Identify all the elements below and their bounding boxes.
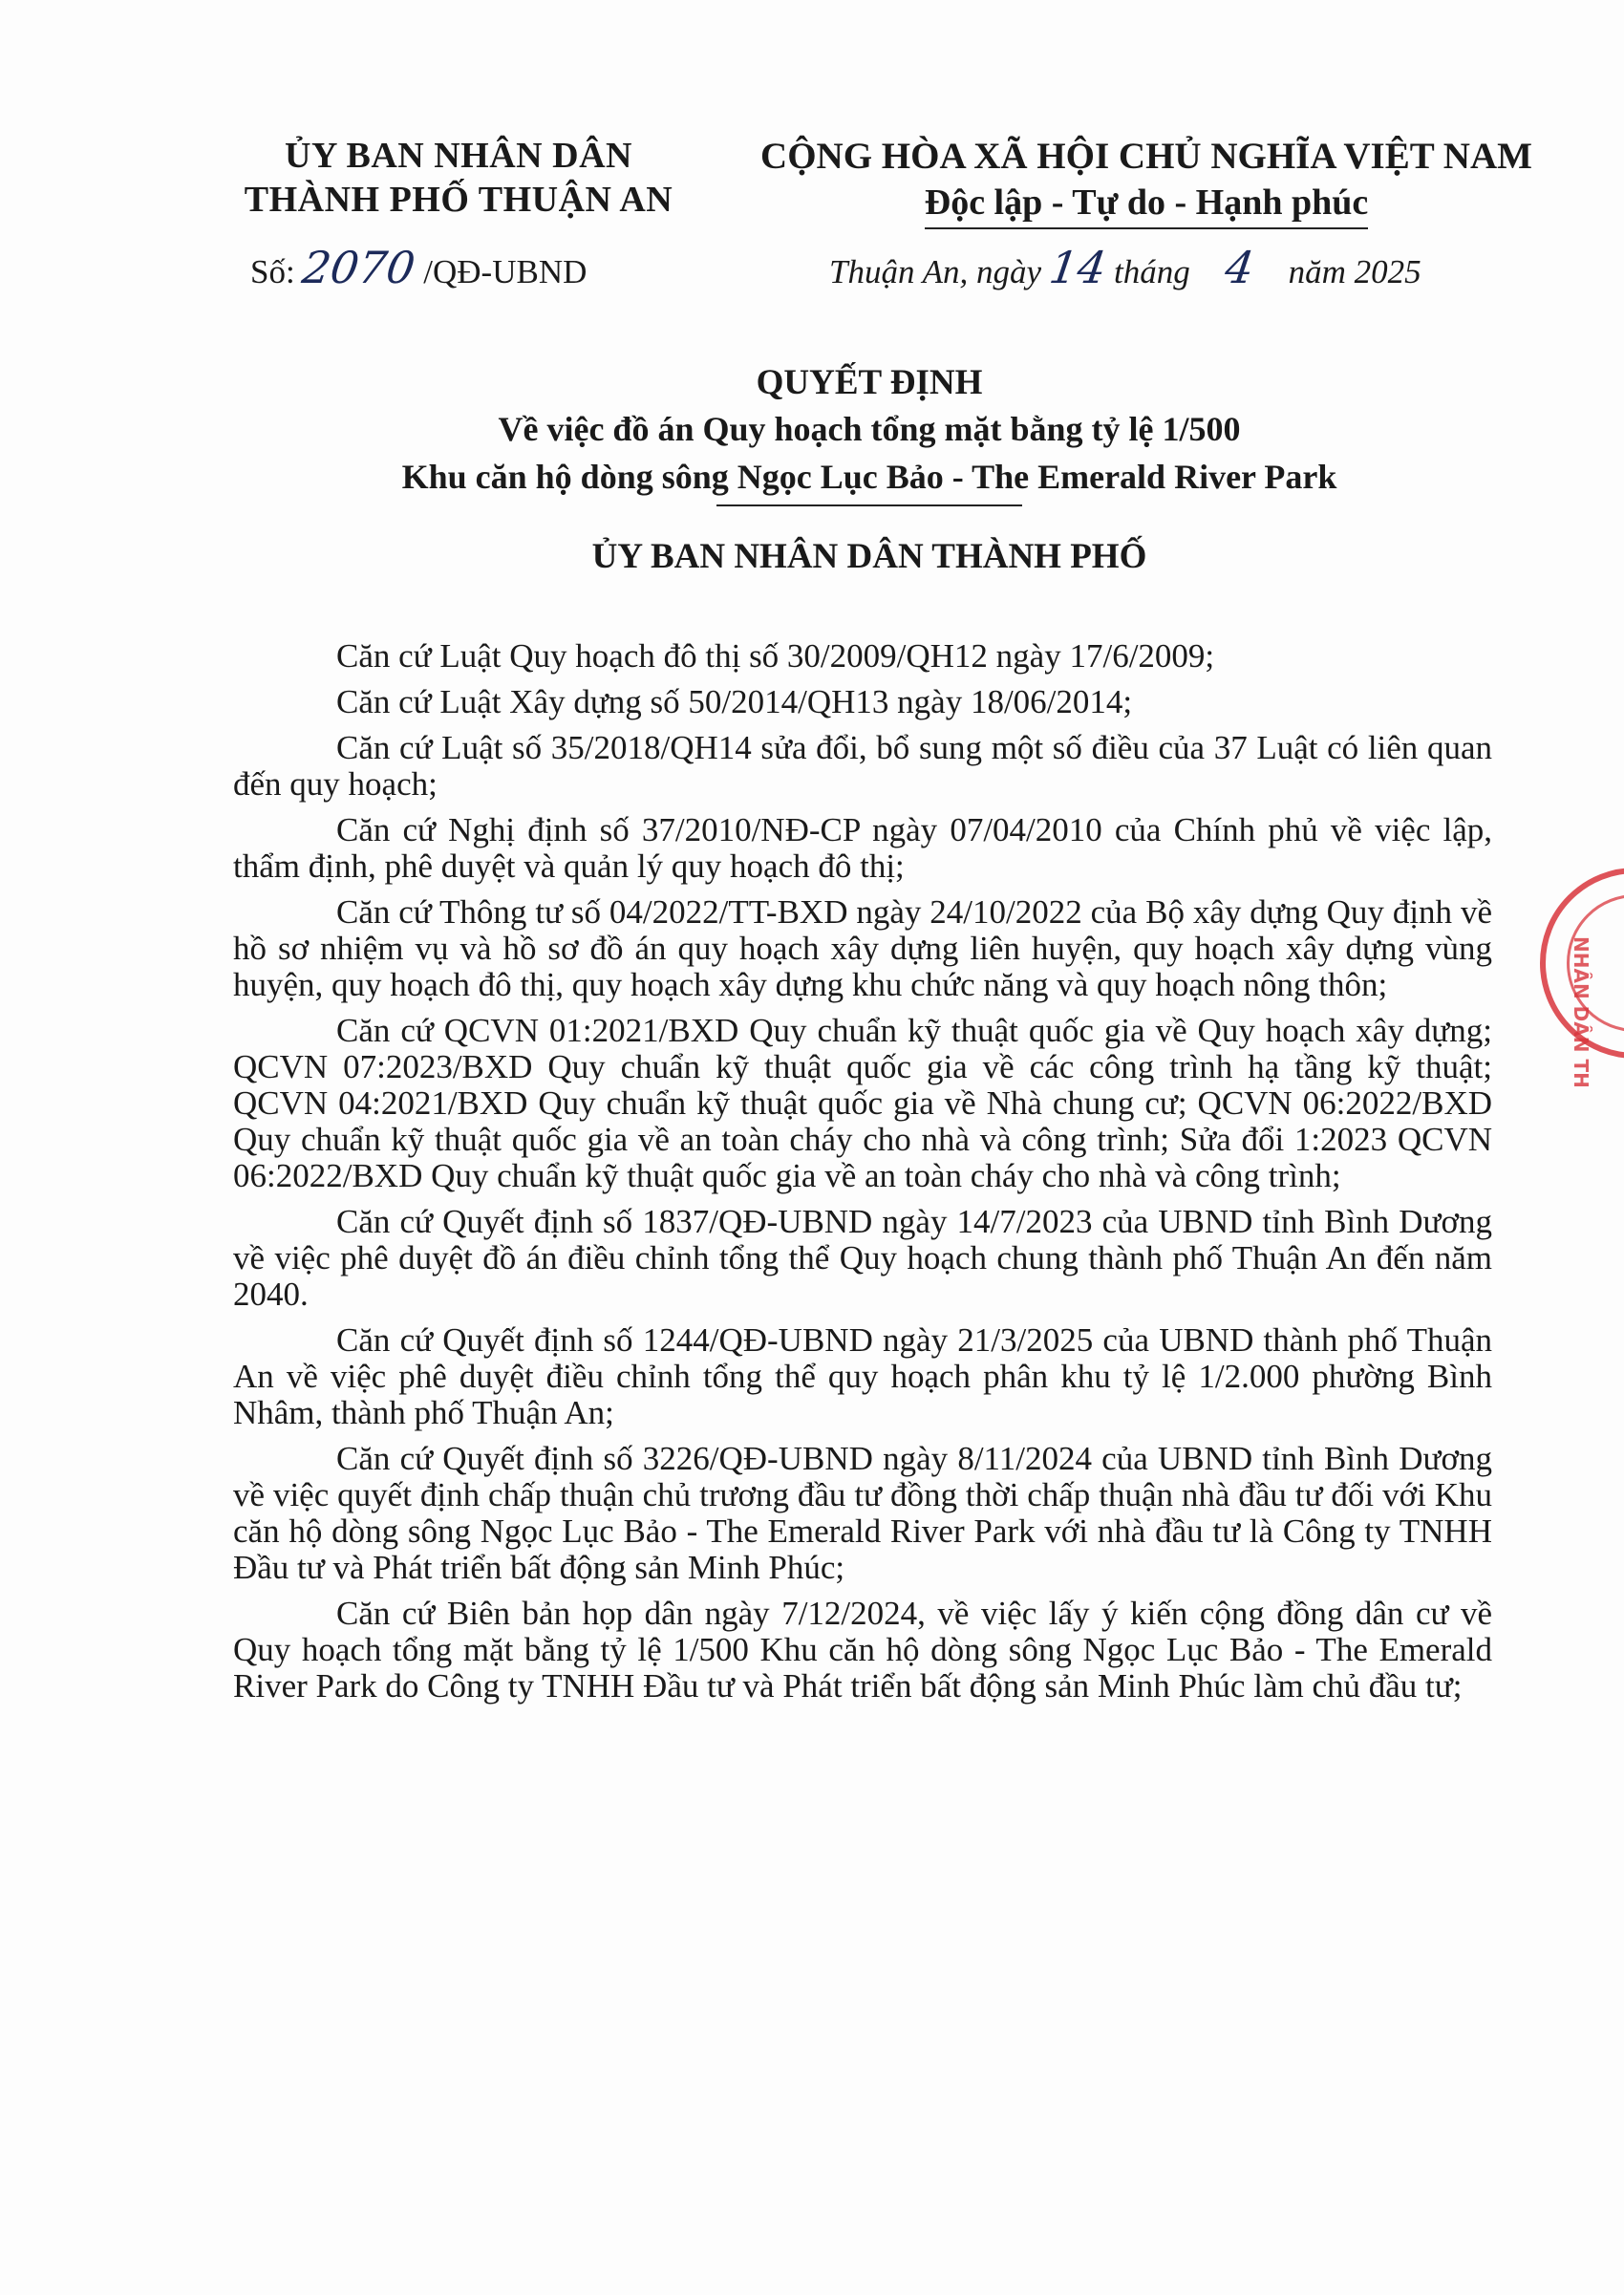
national-motto: Độc lập - Tự do - Hạnh phúc (925, 180, 1369, 229)
legal-basis-paragraph: Căn cứ QCVN 01:2021/BXD Quy chuẩn kỹ thuật quốc gia về Quy hoạch xây dựng; QCVN 07:2023/BXD Quy chuẩn kỹ thuật quốc gia về các công trình hạ tầng kỹ thuật; QCVN 04:2021/BXD Quy chuẩn kỹ thuật quốc gia về Nhà chung cư; QCVN 06:2022/BXD Quy chuẩn kỹ thuật quốc gia về an toàn cháy cho nhà và công trình; Sửa đổi 1:2023 QCVN 06:2022/BXD Quy chuẩn kỹ thuật quốc gia về an toàn cháy cho nhà và công trình; (233, 1012, 1492, 1194)
handwritten-month: 4 (1221, 242, 1257, 293)
legal-basis-paragraph: Căn cứ Nghị định số 37/2010/NĐ-CP ngày 07/04/2010 của Chính phủ về việc lập, thẩm định, phê duyệt và quản lý quy hoạch đô thị; (233, 811, 1492, 885)
issuing-agency-header (220, 134, 697, 222)
agency-line-1: ỦY BAN NHÂN DÂN (285, 136, 632, 176)
legal-basis-paragraph: Căn cứ Quyết định số 1837/QĐ-UBND ngày 14/7/2023 của UBND tỉnh Bình Dương về việc phê duyệt đồ án điều chỉnh tổng thể Quy hoạch chung thành phố Thuận An đến năm 2040. (233, 1203, 1492, 1313)
decision-heading: QUYẾT ĐỊNH (756, 363, 983, 402)
title-divider (716, 504, 1022, 506)
number-suffix: /QĐ-UBND (423, 253, 588, 290)
handwritten-day: 14 (1045, 242, 1110, 293)
issue-date (829, 242, 1421, 293)
handwritten-number: 2070 (299, 242, 419, 293)
legal-basis-paragraph: Căn cứ Luật số 35/2018/QH14 sửa đổi, bổ sung một số điều của 37 Luật có liên quan đến quy hoạch; (233, 729, 1492, 803)
issuing-authority: ỦY BAN NHÂN DÂN THÀNH PHỐ (591, 537, 1147, 576)
agency-line-2: THÀNH PHỐ THUẬN AN (244, 180, 673, 220)
decision-title (191, 361, 1548, 506)
seal-text: NHÂN DÂN TH (1570, 936, 1592, 1088)
legal-basis-paragraph: Căn cứ Biên bản họp dân ngày 7/12/2024, về việc lấy ý kiến cộng đồng dân cư về Quy hoạch tổng mặt bằng tỷ lệ 1/500 Khu căn hộ dòng sông Ngọc Lục Bảo - The Emerald River Park do Công ty TNHH Đầu tư và Phát triển bất động sản Minh Phúc làm chủ đầu tư; (233, 1595, 1492, 1705)
year-label: năm 2025 (1288, 253, 1421, 290)
legal-basis-paragraph: Căn cứ Quyết định số 1244/QĐ-UBND ngày 21/3/2025 của UBND thành phố Thuận An về việc phê duyệt điều chỉnh tổng thể quy hoạch phân khu tỷ lệ 1/2.000 phường Bình Nhâm, thành phố Thuận An; (233, 1321, 1492, 1431)
number-prefix: Số: (250, 253, 295, 290)
month-label: tháng (1114, 253, 1190, 290)
legal-basis-section (233, 638, 1492, 1714)
date-place: Thuận An, ngày (829, 253, 1041, 290)
national-motto-header (726, 134, 1567, 229)
legal-basis-paragraph: Căn cứ Thông tư số 04/2022/TT-BXD ngày 24/10/2022 của Bộ xây dựng Quy định về hồ sơ nhiệm vụ và hồ sơ đồ án quy hoạch xây dựng liên huyện, quy hoạch xây dựng vùng huyện, quy hoạch đô thị, quy hoạch xây dựng khu chức năng và quy hoạch nông thôn; (233, 893, 1492, 1003)
legal-basis-paragraph: Căn cứ Luật Xây dựng số 50/2014/QH13 ngày 18/06/2014; (336, 683, 1133, 720)
legal-basis-paragraph: Căn cứ Luật Quy hoạch đô thị số 30/2009/QH12 ngày 17/6/2009; (336, 637, 1215, 675)
decision-subject-line-1: Về việc đồ án Quy hoạch tổng mặt bằng tỷ lệ 1/500 (498, 410, 1241, 448)
legal-basis-paragraph: Căn cứ Quyết định số 3226/QĐ-UBND ngày 8/11/2024 của UBND tỉnh Bình Dương về việc quyết định chấp thuận chủ trương đầu tư đồng thời chấp thuận nhà đầu tư đối với Khu căn hộ dòng sông Ngọc Lục Bảo - The Emerald River Park với nhà đầu tư là Công ty TNHH Đầu tư và Phát triển bất động sản Minh Phúc; (233, 1440, 1492, 1586)
country-name: CỘNG HÒA XÃ HỘI CHỦ NGHĨA VIỆT NAM (760, 136, 1532, 177)
decision-subject-line-2: Khu căn hộ dòng sông Ngọc Lục Bảo - The Emerald River Park (401, 458, 1337, 496)
document-number (250, 242, 588, 293)
